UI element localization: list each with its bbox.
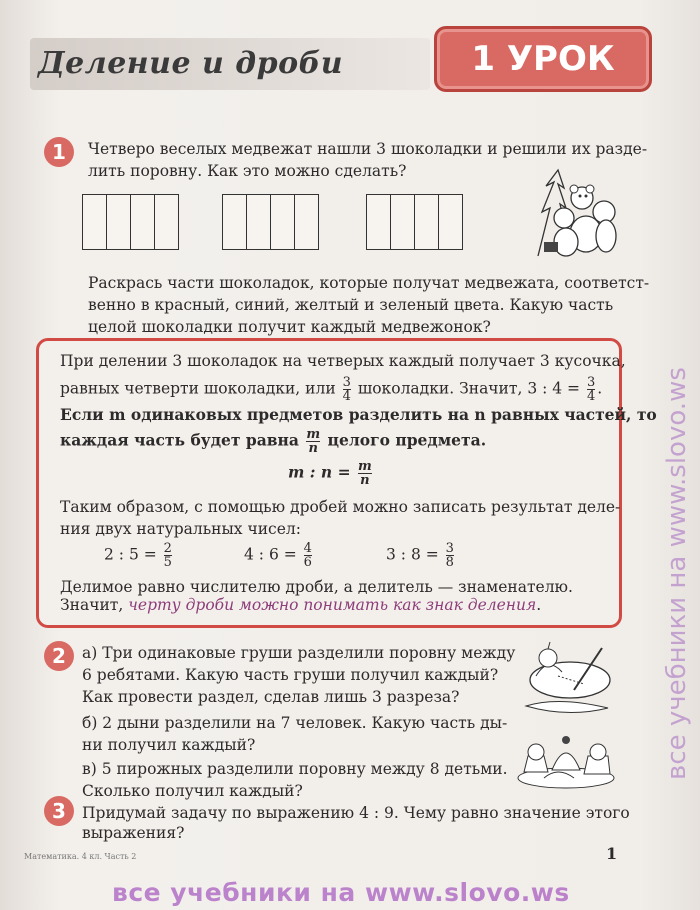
watermark-side: все учебники на www.slovo.ws — [662, 367, 692, 780]
rule-line5: Таким образом, с помощью дробей можно записать результат деле- — [60, 498, 621, 516]
task1-line2: лить поровну. Как это можно сделать? — [88, 162, 407, 180]
task3-line2: выражения? — [82, 824, 185, 842]
page-number: 1 — [606, 844, 618, 863]
rule-line2-a: равных четверти шоколадки, или — [60, 379, 336, 398]
rule-formula: m : n = $\frac{m}{n}$ — [288, 459, 372, 488]
watermark-bottom: все учебники на www.slovo.ws — [112, 878, 570, 907]
fraction-3-4: $\frac{3}{4}$ — [342, 375, 351, 404]
task-number-3: 3 — [44, 796, 74, 826]
rule-line7: Делимое равно числителю дроби, а делитель — знаменателю. — [60, 578, 573, 596]
task1-para-line1: Раскрась части шоколадок, которые получат медвежата, соответст- — [88, 274, 650, 292]
chocolate-bar-2[interactable] — [222, 194, 319, 250]
rule-line8: Значит, черту дроби можно понимать как знак деления. — [60, 596, 542, 614]
example-3-8: 3 : 8 = $\frac{3}{8}$ — [386, 541, 454, 570]
fraction-3-4-result: $\frac{3}{4}$ — [586, 375, 596, 404]
bears-illustration-icon — [520, 168, 620, 264]
task1-para-line3: целой шоколадки получит каждый медвежонок? — [88, 318, 491, 336]
fraction-m-n-formula: $\frac{m}{n}$ — [357, 459, 372, 488]
task1-para-line2: венно в красный, синий, желтый и зеленый цвета. Какую часть — [88, 296, 614, 314]
task2-a-line2: 6 ребятами. Какую часть груши получил каждый? — [82, 666, 499, 684]
rule-line2-b: шоколадки. Значит, 3 : 4 = — [357, 379, 581, 398]
chocolate-bar-3[interactable] — [366, 194, 463, 250]
pears-knife-illustration-icon — [518, 636, 618, 720]
fraction-m-n: $\frac{m}{n}$ — [306, 427, 321, 456]
rule-line1: При делении 3 шоколадок на четверых каждый получает 3 кусочка, — [60, 352, 626, 370]
task2-c-line1: в) 5 пирожных разделили поровну между 8 детьми. — [82, 760, 508, 778]
chocolate-bar-1[interactable] — [82, 194, 179, 250]
task-number-1: 1 — [44, 137, 74, 167]
page-title: Деление и дроби — [38, 46, 344, 81]
task2-a-line1: а) Три одинаковые груши разделили поровну между — [82, 644, 516, 662]
task3-line1: Придумай задачу по выражению 4 : 9. Чему равно значение этого — [82, 804, 630, 822]
cakes-illustration-icon — [514, 726, 618, 790]
task2-b-line1: б) 2 дыни разделили на 7 человек. Какую часть ды- — [82, 714, 508, 732]
example-2-5: 2 : 5 = $\frac{2}{5}$ — [104, 541, 172, 570]
task2-b-line2: ни получил каждый? — [82, 736, 256, 754]
rule-line3: Если m одинаковых предметов разделить на n равных частей, то — [60, 405, 657, 424]
task1-line1: Четверо веселых медвежат нашли 3 шоколадки и решили их разде- — [88, 140, 648, 158]
example-4-6: 4 : 6 = $\frac{4}{6}$ — [244, 541, 312, 570]
lesson-badge: 1 УРОК — [434, 26, 652, 92]
task-number-2: 2 — [44, 641, 74, 671]
rule-line6: ния двух натуральных чисел: — [60, 520, 301, 538]
rule-line2: равных четверти шоколадки, или $\frac{3}{4}$ шоколадки. Значит, 3 : 4 = $\frac{3}{4}$ . — [60, 375, 603, 404]
rule-line4: каждая часть будет равна $\frac{m}{n}$ целого предмета. — [60, 427, 487, 456]
book-footer: Математика. 4 кл. Часть 2 — [24, 852, 137, 861]
task2-c-line2: Сколько получил каждый? — [82, 782, 303, 800]
task2-a-line3: Как провести раздел, сделав лишь 3 разреза? — [82, 688, 460, 706]
